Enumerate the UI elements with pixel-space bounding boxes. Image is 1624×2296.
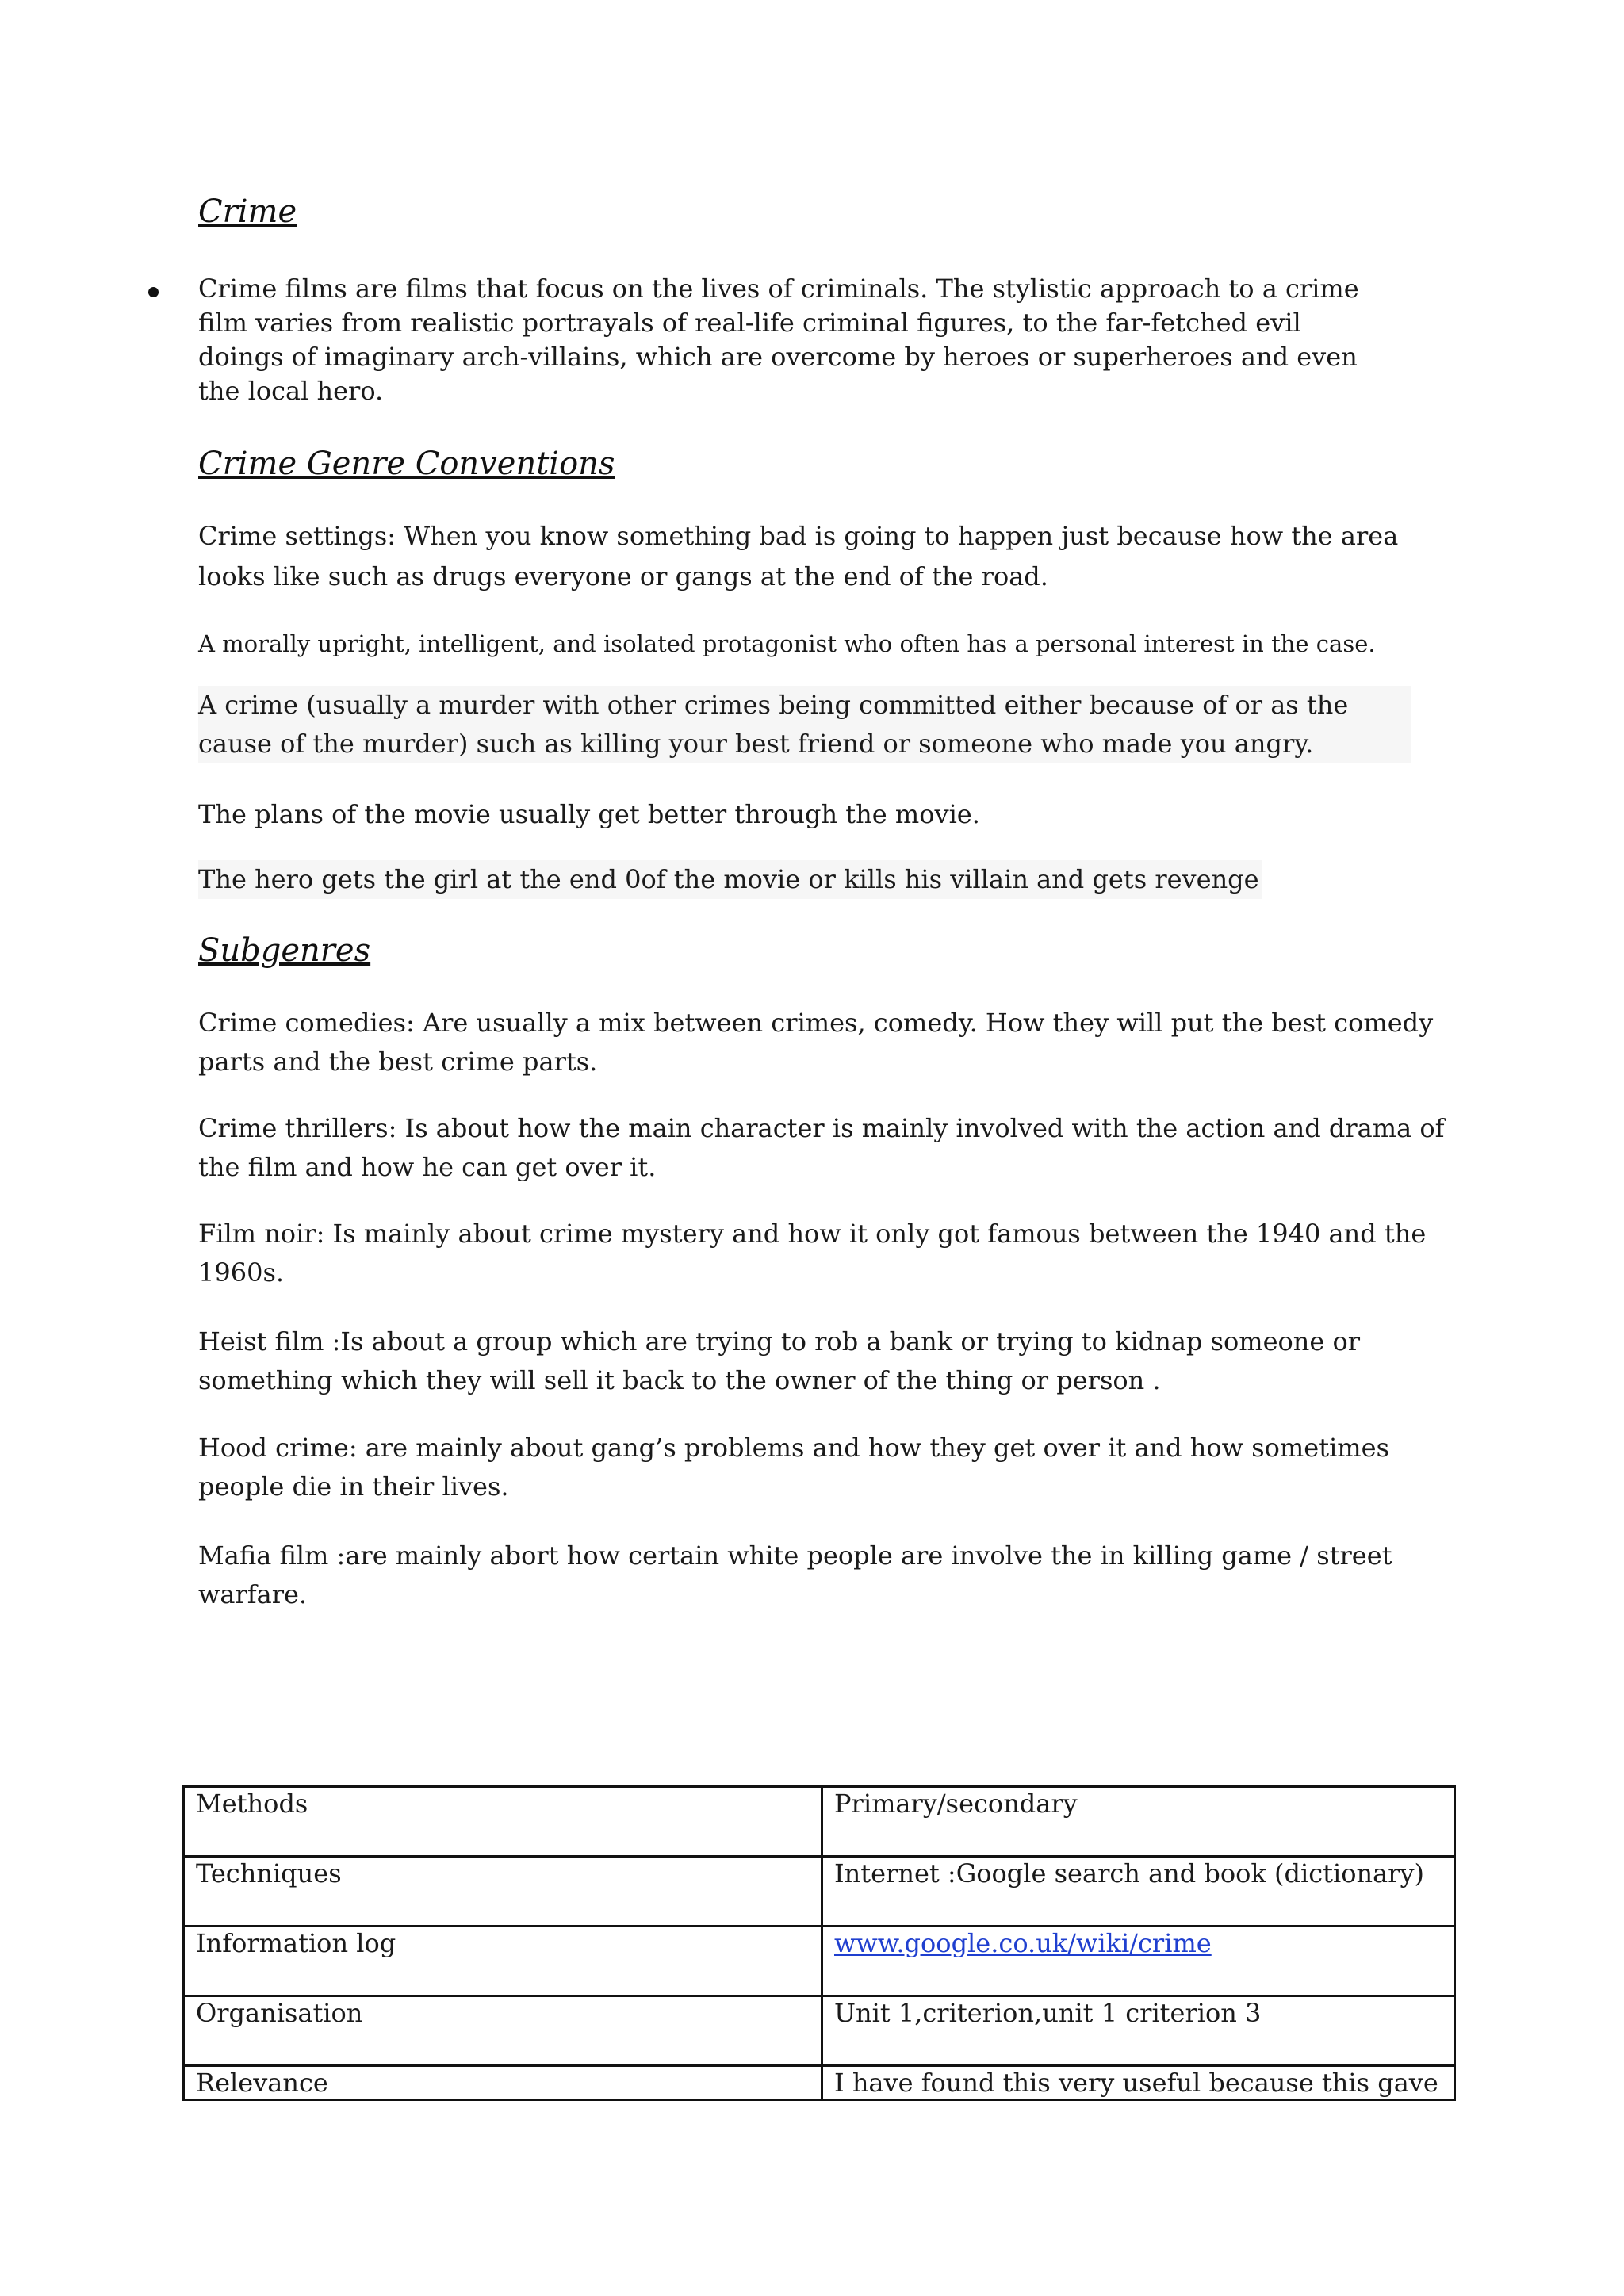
table-cell-value	[822, 1927, 1455, 1996]
table-row	[184, 2066, 1455, 2100]
table-cell-label: Relevance	[184, 2066, 822, 2100]
convention-item: A crime (usually a murder with other crimes being committed either because of or as the cause of the murder) such as killing your best friend or someone who made you angry.	[198, 686, 1411, 763]
convention-item: The hero gets the girl at the end 0of the movie or kills his villain and gets revenge	[198, 860, 1262, 899]
table-row	[184, 1927, 1455, 1996]
convention-item: Crime settings: When you know something bad is going to happen just because how the area looks like such as drugs everyone or gangs at the end of the road.	[198, 521, 1399, 591]
table-row	[184, 1787, 1455, 1857]
bullet-icon	[148, 287, 159, 297]
table-cell-value: Internet :Google search and book (dictionary)	[822, 1857, 1455, 1927]
subgenre-item: Heist film :Is about a group which are trying to rob a bank or trying to kidnap someone or something which they will sell it back to the owner of the thing or person .	[198, 1326, 1361, 1395]
source-link[interactable]: www.google.co.uk/wiki/crime	[834, 1928, 1212, 1958]
subgenre-item: Mafia film :are mainly abort how certain white people are involve the in killing game / street warfare.	[198, 1540, 1392, 1609]
heading-crime: Crime	[198, 193, 297, 230]
subgenre-item: Film noir: Is mainly about crime mystery and how it only got famous between the 1940 and the 1960s.	[198, 1219, 1427, 1288]
convention-item: The plans of the movie usually get better through the movie.	[198, 799, 980, 829]
heading-crime-genre-conventions: Crime Genre Conventions	[198, 446, 615, 482]
research-log-table	[182, 1785, 1456, 2101]
subgenre-item: Hood crime: are mainly about gang’s problems and how they get over it and how sometimes people die in their lives.	[198, 1433, 1389, 1502]
subgenre-item: Crime comedies: Are usually a mix between crimes, comedy. How they will put the best comedy parts and the best crime parts.	[198, 1008, 1434, 1077]
table-cell-value: Primary/secondary	[822, 1787, 1455, 1857]
table-cell-label: Information log	[184, 1927, 822, 1996]
convention-item: A morally upright, intelligent, and isolated protagonist who often has a personal interest in the case.	[198, 630, 1376, 657]
table-row	[184, 1857, 1455, 1927]
table-row	[184, 1996, 1455, 2066]
table-cell-value: I have found this very useful because this gave	[822, 2066, 1455, 2100]
table-cell-label: Techniques	[184, 1857, 822, 1927]
table-cell-label: Methods	[184, 1787, 822, 1857]
table-cell-label: Organisation	[184, 1996, 822, 2066]
subgenre-item: Crime thrillers: Is about how the main character is mainly involved with the action and drama of the film and how he can get over it.	[198, 1113, 1445, 1182]
crime-definition: Crime films are films that focus on the lives of criminals. The stylistic approach to a crime film varies from realistic portrayals of real-life criminal figures, to the far-fetched evil doings of imaginary arch-villains, which are overcome by heroes or superheroes and even the local hero.	[198, 274, 1359, 406]
heading-subgenres: Subgenres	[198, 932, 371, 969]
table-cell-value: Unit 1,criterion,unit 1 criterion 3	[822, 1996, 1455, 2066]
